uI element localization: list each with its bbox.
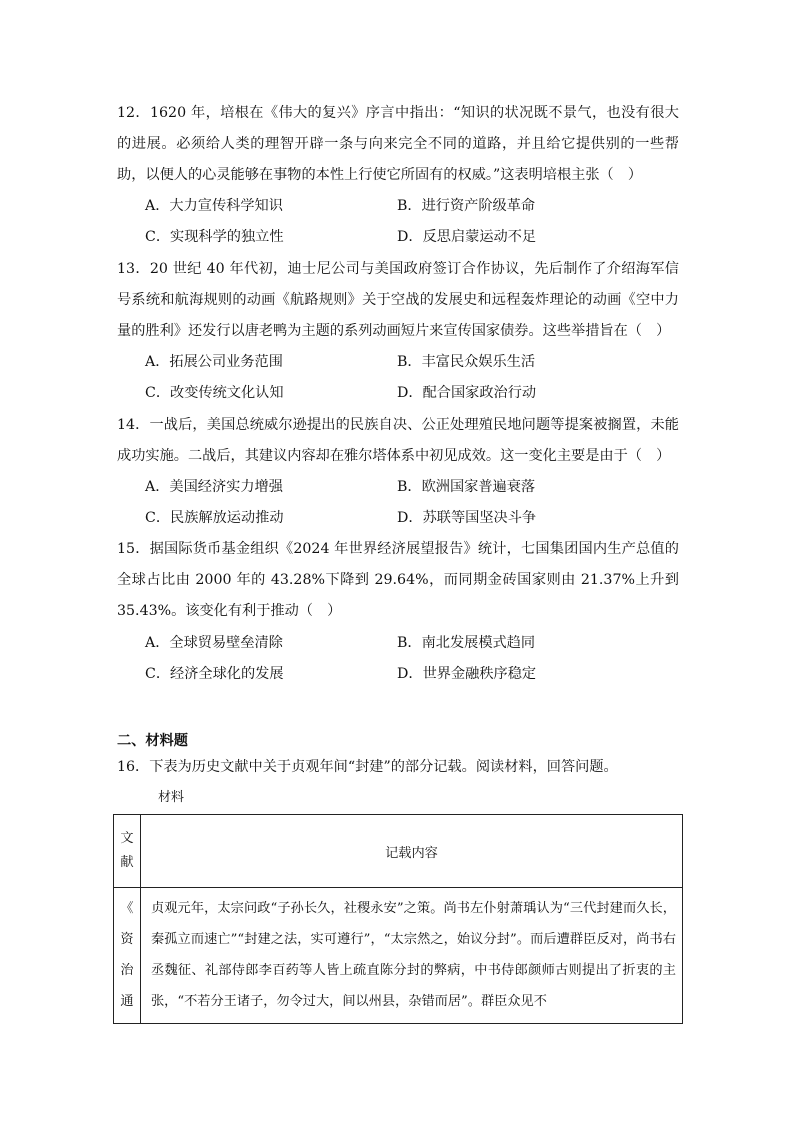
table-header-row [114, 815, 683, 888]
header-cell-document: 文 献 [114, 815, 141, 888]
question-13-options [145, 347, 685, 409]
option-d[interactable]: D．配合国家政治行动 [397, 385, 537, 401]
table-row [114, 888, 683, 1024]
question-14-options [145, 472, 685, 534]
question-14-text: 14．一战后，美国总统威尔逊提出的民族自决、公正处理殖民地问题等提案被搁置，未能成功实施。二战后，其建议内容却在雅尔塔体系中初见成效。这一变化主要是由于（ ） [117, 417, 679, 464]
option-c[interactable]: C．改变传统文化认知 [145, 385, 284, 401]
question-16-text: 16．下表为历史文献中关于贞观年间“封建”的部分记载。阅读材料，回答问题。 [117, 759, 618, 775]
option-a[interactable]: A．大力宣传科学知识 [145, 198, 283, 214]
question-15-text: 15．据国际货币基金组织《2024 年世界经济展望报告》统计，七国集团国内生产总值的全球占比由 2000 年的 43.28%下降到 29.64%，而同期金砖国家则由 21.37%上升到 35.43%。该变化有利于推动（ ） [117, 541, 679, 619]
option-d[interactable]: D．反思启蒙运动不足 [397, 229, 537, 245]
row-cell-document: 《 资 治 通 [114, 888, 141, 1024]
question-13-text: 13．20 世纪 40 年代初，迪士尼公司与美国政府签订合作协议，先后制作了介绍海军信号系统和航海规则的动画《航路规则》关于空战的发展史和远程轰炸理论的动画《空中力量的胜利》还发行以唐老鸭为主题的系列动画短片来宣传国家债券。这些举措旨在（ ） [117, 261, 679, 339]
header-cell-content: 记载内容 [141, 815, 683, 888]
question-12-text: 12．1620 年，培根在《伟大的复兴》序言中指出：“知识的状况既不景气，也没有很大的进展。必须给人类的理智开辟一条与向来完全不同的道路，并且给它提供别的一些帮助，以便人的心灵能够在事物的本性上行使它所固有的权威。”这表明培根主张（ ） [117, 105, 679, 183]
option-c[interactable]: C．民族解放运动推动 [145, 510, 284, 526]
section-title: 二、材料题 [117, 733, 188, 749]
material-label: 材料 [158, 790, 185, 805]
option-c[interactable]: C．实现科学的独立性 [145, 229, 284, 245]
option-c[interactable]: C．经济全球化的发展 [145, 666, 284, 682]
option-d[interactable]: D．世界金融秩序稳定 [397, 666, 537, 682]
option-b[interactable]: B．丰富民众娱乐生活 [397, 354, 536, 370]
question-15-options [145, 628, 685, 690]
question-12-options [145, 191, 685, 253]
option-d[interactable]: D．苏联等国坚决斗争 [397, 510, 537, 526]
material-table [113, 814, 683, 1024]
option-b[interactable]: B．南北发展模式趋同 [397, 635, 536, 651]
option-a[interactable]: A．美国经济实力增强 [145, 479, 283, 495]
option-b[interactable]: B．欧洲国家普遍衰落 [397, 479, 536, 495]
option-a[interactable]: A．全球贸易壁垒清除 [145, 635, 283, 651]
option-b[interactable]: B．进行资产阶级革命 [397, 198, 536, 214]
option-a[interactable]: A．拓展公司业务范围 [145, 354, 283, 370]
row-cell-content: 贞观元年，太宗问政“子孙长久，社稷永安”之策。尚书左仆射萧瑀认为“三代封建而久长，秦孤立而速亡”“封建之法，实可遵行”，“太宗然之，始议分封”。而后遭群臣反对，尚书右丞魏征、礼部侍郎李百药等人皆上疏直陈分封的弊病，中书侍郎颜师古则提出了折衷的主张，“不若分王诸子，勿令过大，间以州县，杂错而居”。群臣众见不 [141, 888, 683, 1024]
